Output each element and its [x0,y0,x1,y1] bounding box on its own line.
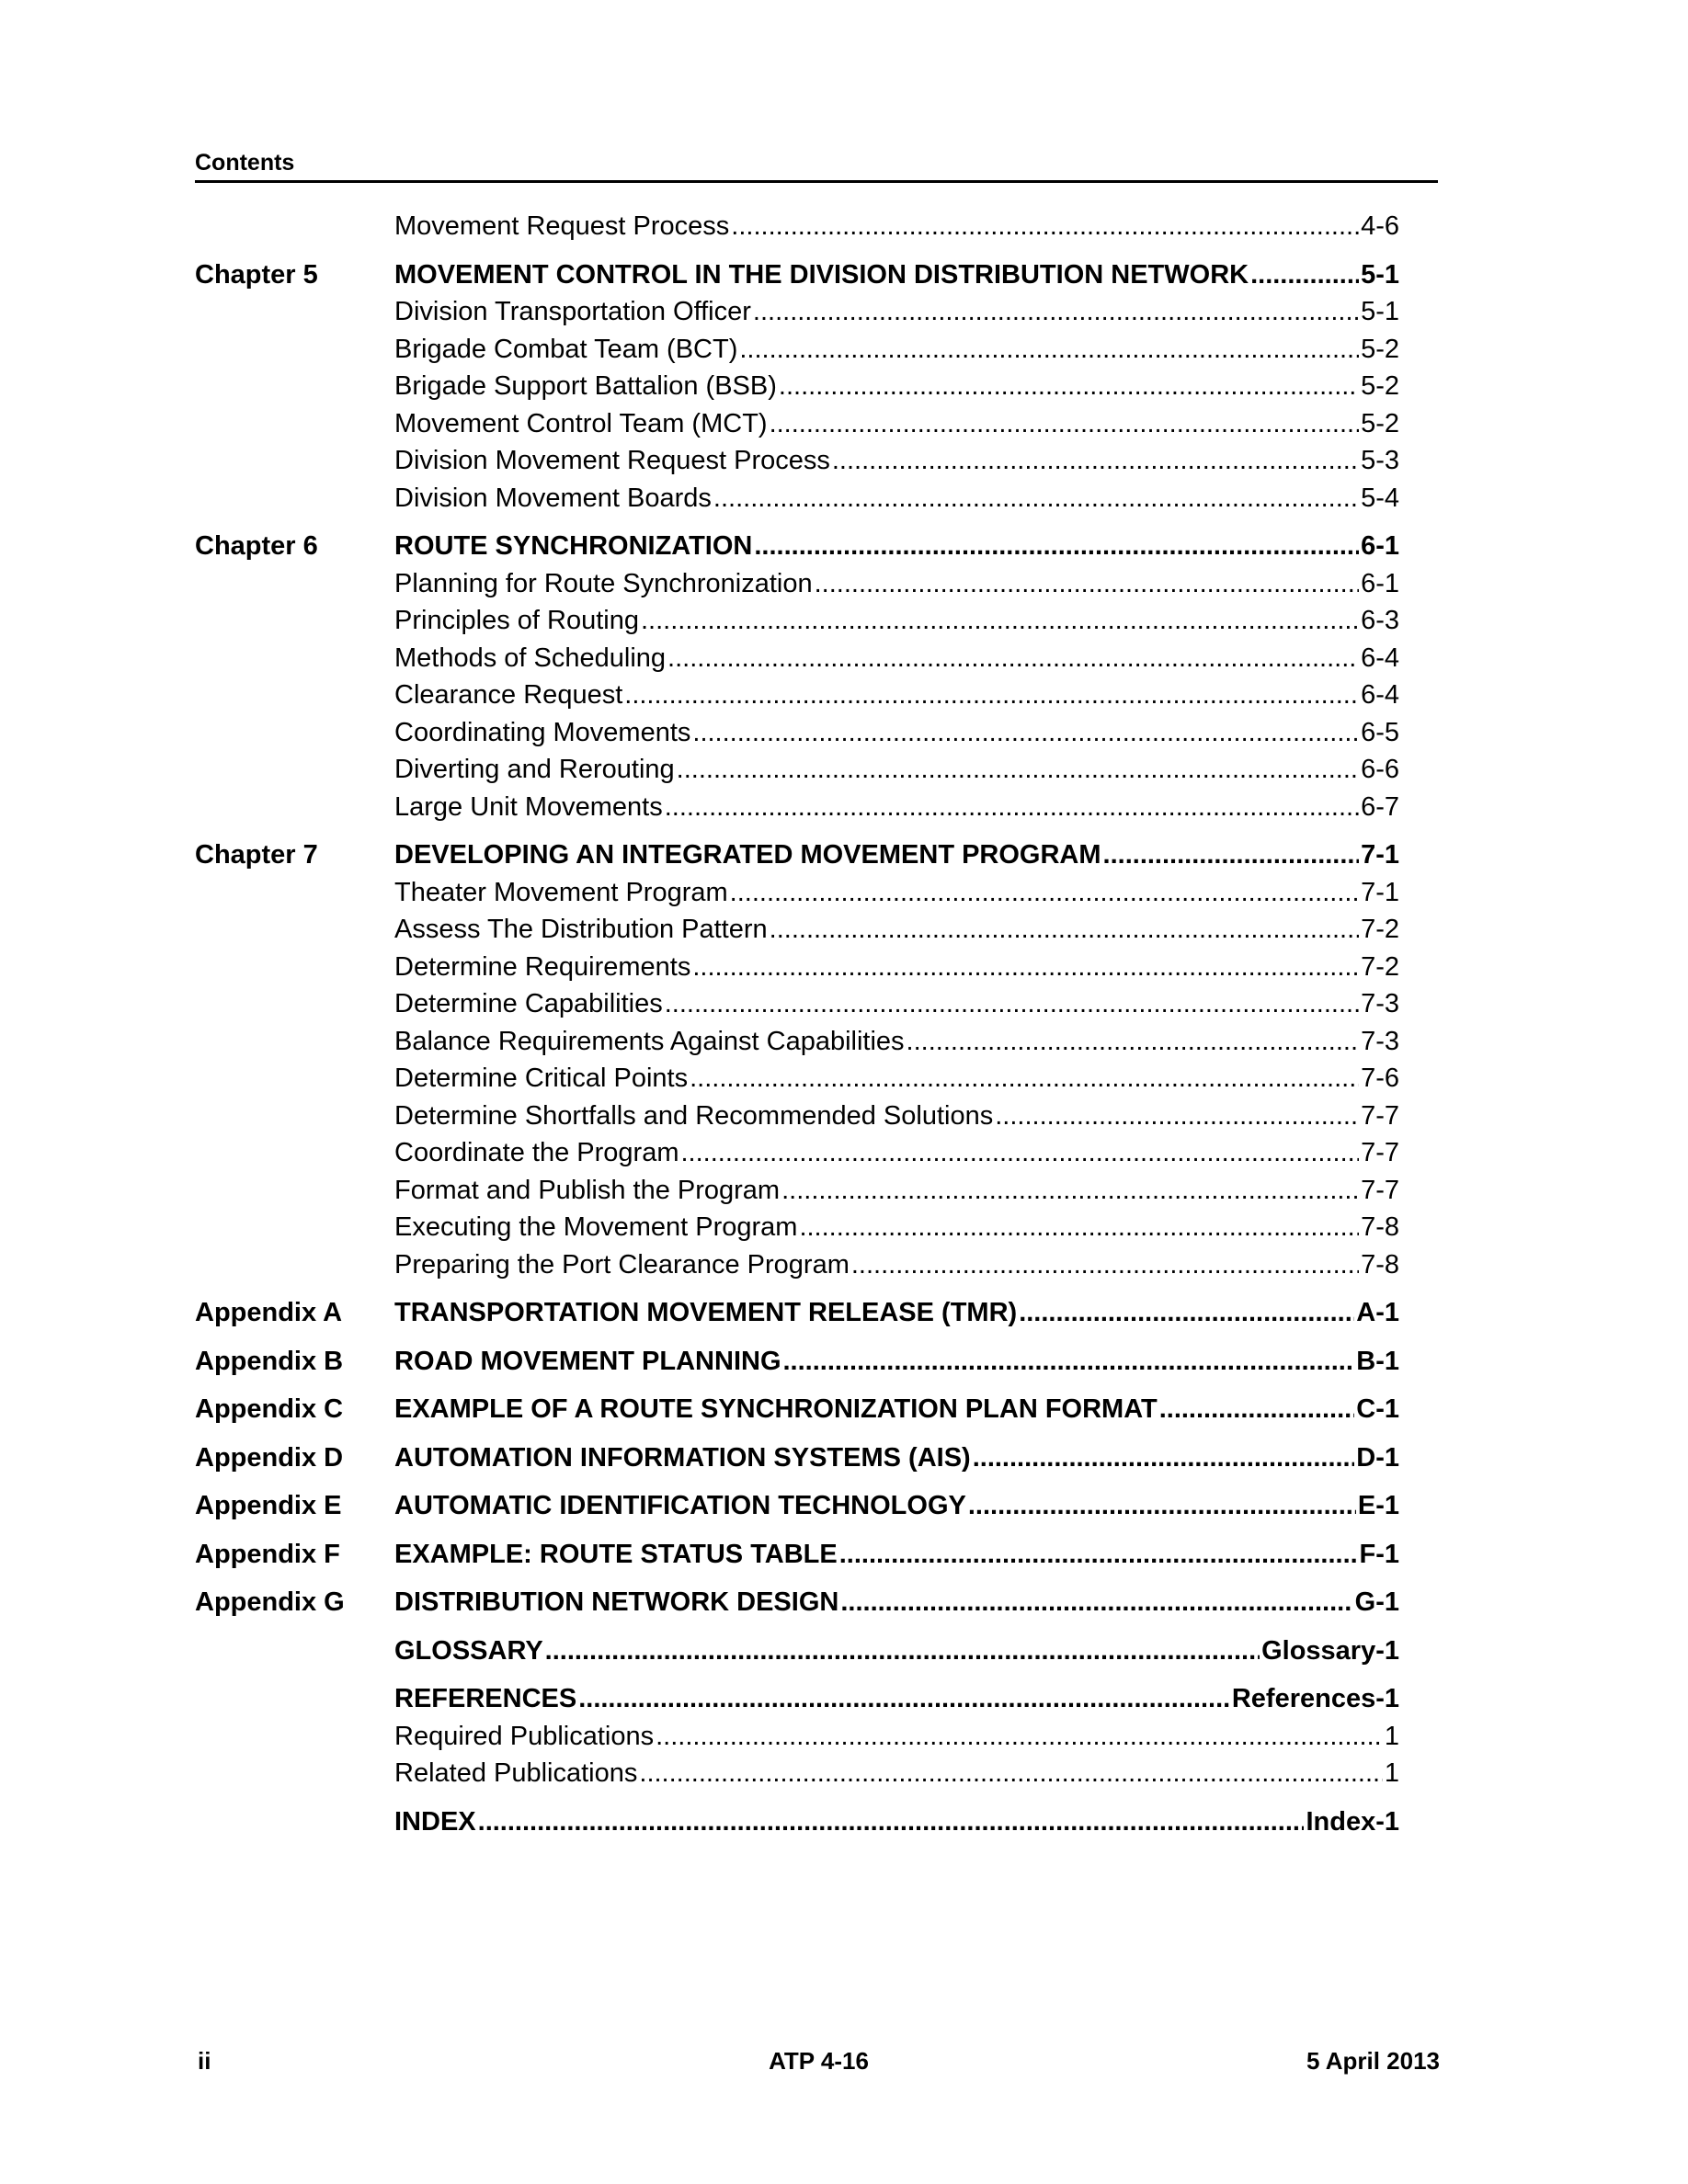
toc-entry-title: Coordinating Movements [394,717,691,747]
toc-heading-entry[interactable] [394,1803,1399,1841]
dot-leader [781,1172,1359,1209]
toc-entry-title: Determine Requirements [394,951,691,982]
toc-entries [394,1536,1399,1574]
dot-leader [681,1134,1360,1171]
toc-entry-page: 6-1 [1361,531,1399,561]
toc-entry-title: DISTRIBUTION NETWORK DESIGN [394,1587,839,1617]
toc-entries [394,1343,1399,1381]
toc-entry-page: 6-4 [1361,680,1399,710]
toc-entry-title: Principles of Routing [394,606,639,635]
toc-entries [394,1680,1399,1792]
toc-entry-page: 1 [1384,1758,1399,1788]
toc-entry[interactable] [394,1209,1399,1246]
toc-entry[interactable] [394,1098,1399,1135]
toc-entry-page: 7-3 [1361,1026,1399,1056]
dot-leader [783,1343,1355,1380]
toc-entry-title: Methods of Scheduling [394,643,667,673]
toc-section [195,1803,1399,1841]
toc-entry-page: 6-5 [1361,717,1399,747]
toc-entry-page: 5-3 [1361,446,1399,475]
toc-entry-page: B-1 [1356,1346,1399,1376]
toc-entry-page: 7-1 [1361,877,1399,907]
toc-entry-title: Planning for Route Synchronization [394,568,813,598]
toc-entry-title: Assess The Distribution Pattern [394,915,768,944]
dot-leader [1159,1391,1355,1428]
toc-entry-page: 7-7 [1361,1138,1399,1167]
toc-entry[interactable] [394,208,1399,245]
toc-entry-page: 4-6 [1361,211,1399,241]
dot-leader [667,640,1359,677]
toc-entry[interactable] [394,1134,1399,1172]
toc-entry-title: DEVELOPING AN INTEGRATED MOVEMENT PROGRAM [394,840,1101,870]
dot-leader [973,1439,1355,1476]
toc-entry[interactable] [394,677,1399,714]
toc-entries [394,1439,1399,1477]
dot-leader [739,331,1359,368]
toc-section [195,208,1399,245]
dot-leader [624,677,1359,713]
toc-entry-page: 7-7 [1361,1175,1399,1205]
toc-section-label: Chapter 6 [195,531,318,561]
toc-entry[interactable] [394,480,1399,518]
toc-section [195,1391,1399,1428]
toc-heading-entry[interactable] [394,1343,1399,1381]
toc-heading-entry[interactable] [394,1536,1399,1574]
dot-leader [639,1755,1382,1792]
toc-section-label: Appendix B [195,1346,344,1376]
page-header [195,147,1438,183]
toc-entry-title: Division Transportation Officer [394,297,751,326]
toc-section-label: Appendix C [195,1394,344,1424]
toc-entry-page: 7-7 [1361,1100,1399,1131]
toc-entry[interactable] [394,640,1399,677]
toc-entry[interactable] [394,751,1399,789]
toc-entry-title: Brigade Support Battalion (BSB) [394,371,777,401]
toc-entry-title: Division Movement Request Process [394,446,830,475]
dot-leader [968,1487,1356,1524]
toc-entries [394,1294,1399,1332]
toc-entry[interactable] [394,985,1399,1023]
toc-entry-page: 7-8 [1361,1212,1399,1242]
toc-entry-title: Preparing the Port Clearance Program [394,1249,850,1280]
toc-entry-title: AUTOMATIC IDENTIFICATION TECHNOLOGY [394,1491,966,1520]
dot-leader [692,714,1359,751]
toc-entry[interactable] [394,1060,1399,1098]
toc-section [195,1680,1399,1792]
dot-leader [832,442,1359,479]
dot-leader [641,602,1359,639]
toc-entry[interactable] [394,1246,1399,1284]
toc-entries [394,1391,1399,1428]
dot-leader [690,1060,1359,1097]
dot-leader [478,1803,1305,1840]
footer-document-id: ATP 4-16 [769,2047,869,2075]
toc-section-label: Chapter 5 [195,259,318,290]
toc-entry-title: EXAMPLE: ROUTE STATUS TABLE [394,1539,838,1569]
toc-entry-page: 7-2 [1361,915,1399,944]
dot-leader [995,1098,1359,1134]
toc-entry-title: Coordinate the Program [394,1138,679,1167]
toc-entry[interactable] [394,949,1399,986]
toc-entry-title: Movement Control Team (MCT) [394,408,768,438]
dot-leader [799,1209,1359,1246]
toc-entry-page: 5-2 [1361,408,1399,438]
dot-leader [692,949,1359,985]
toc-heading-entry[interactable] [394,1487,1399,1525]
toc-entry-title: Determine Critical Points [394,1064,689,1093]
toc-entry[interactable] [394,1023,1399,1061]
toc-entry[interactable] [394,1755,1399,1792]
toc-entry-title: Determine Capabilities [394,989,663,1018]
toc-entry-page: 6-3 [1361,606,1399,635]
toc-entry-page: 5-1 [1361,259,1399,290]
toc-entry[interactable] [394,368,1399,405]
footer-date: 5 April 2013 [1306,2047,1440,2075]
toc-entry-title: INDEX [394,1806,476,1837]
toc-entry-title: MOVEMENT CONTROL IN THE DIVISION DISTRIBUTION NETWORK [394,259,1249,290]
toc-entries [394,208,1399,245]
toc-entry-page: 6-4 [1361,643,1399,673]
toc-section [195,1487,1399,1525]
dot-leader [779,368,1359,404]
header-title: Contents [195,150,295,176]
toc-entry-title: Balance Requirements Against Capabilities [394,1026,905,1056]
table-of-contents [195,208,1399,1840]
toc-entry-page: E-1 [1357,1491,1399,1520]
toc-section [195,836,1399,1283]
dot-leader [545,1632,1260,1669]
dot-leader [677,751,1359,788]
toc-section-label: Appendix G [195,1587,345,1617]
toc-entry-page: C-1 [1356,1394,1399,1424]
toc-entry[interactable] [394,602,1399,640]
toc-entry-title: GLOSSARY [394,1635,543,1666]
toc-entries [394,1803,1399,1841]
toc-section [195,1536,1399,1574]
dot-leader [1250,256,1359,293]
toc-section [195,1584,1399,1621]
toc-entry-title: Theater Movement Program [394,877,728,907]
toc-entry-page: F-1 [1359,1539,1399,1569]
toc-entries [394,256,1399,518]
toc-section [195,256,1399,518]
toc-entry-title: Diverting and Rerouting [394,755,675,784]
toc-entry[interactable] [394,911,1399,949]
toc-entry-page: 7-3 [1361,989,1399,1018]
dot-leader [770,911,1359,948]
toc-entry-title: Format and Publish the Program [394,1175,781,1205]
toc-entry-page: 7-1 [1361,840,1399,870]
toc-entries [394,1632,1399,1670]
toc-entry-page: 6-7 [1361,791,1399,822]
toc-entries [394,528,1399,825]
toc-entry[interactable] [394,331,1399,369]
toc-entries [394,1584,1399,1621]
toc-entry-title: Required Publications [394,1721,655,1751]
toc-heading-entry[interactable] [394,256,1399,294]
dot-leader [754,528,1359,564]
toc-section-label: Appendix A [195,1298,343,1327]
dot-leader [839,1536,1358,1573]
toc-entry-page: References-1 [1231,1684,1399,1713]
toc-section [195,1343,1399,1381]
toc-heading-entry[interactable] [394,1584,1399,1621]
toc-entry-page: 5-2 [1361,371,1399,401]
toc-entry-page: D-1 [1356,1442,1399,1473]
toc-entry-title: Large Unit Movements [394,791,663,822]
toc-entry-title: Movement Request Process [394,211,730,241]
toc-entries [394,836,1399,1283]
toc-entry-title: Executing the Movement Program [394,1212,798,1242]
dot-leader [731,208,1359,245]
toc-entries [394,1487,1399,1525]
toc-entry-page: Glossary-1 [1261,1635,1399,1666]
toc-entry-page: A-1 [1356,1298,1399,1327]
toc-entry-title: Determine Shortfalls and Recommended Solutions [394,1100,994,1131]
toc-section [195,1439,1399,1477]
dot-leader [815,565,1359,602]
toc-section [195,1294,1399,1332]
toc-heading-entry[interactable] [394,1632,1399,1670]
toc-entry-title: REFERENCES [394,1684,577,1713]
toc-entry-page: 1 [1384,1721,1399,1751]
toc-section-label: Appendix D [195,1442,344,1473]
toc-entry-page: G-1 [1354,1587,1399,1617]
toc-entry-page: 7-2 [1361,951,1399,982]
toc-entry-title: ROAD MOVEMENT PLANNING [394,1346,781,1376]
toc-entry[interactable] [394,789,1399,826]
toc-heading-entry[interactable] [394,1439,1399,1477]
toc-entry[interactable] [394,874,1399,912]
toc-entry[interactable] [394,405,1399,443]
toc-entry-page: 6-6 [1361,755,1399,784]
toc-section-label: Chapter 7 [195,840,318,870]
toc-entry-page: 5-2 [1361,334,1399,364]
toc-entry[interactable] [394,1172,1399,1210]
toc-heading-entry[interactable] [394,836,1399,874]
toc-entry-title: Related Publications [394,1758,638,1788]
dot-leader [578,1680,1230,1717]
dot-leader [840,1584,1352,1621]
toc-entry[interactable] [394,1718,1399,1756]
toc-heading-entry[interactable] [394,528,1399,565]
toc-heading-entry[interactable] [394,1680,1399,1718]
toc-entry-page: 7-8 [1361,1249,1399,1280]
dot-leader [656,1718,1383,1755]
toc-heading-entry[interactable] [394,1294,1399,1332]
toc-section [195,1632,1399,1670]
toc-entry-page: 5-1 [1361,297,1399,326]
dot-leader [713,480,1359,517]
toc-entry-title: TRANSPORTATION MOVEMENT RELEASE (TMR) [394,1298,1018,1327]
toc-entry[interactable] [394,714,1399,752]
toc-entry-page: 7-6 [1361,1064,1399,1093]
dot-leader [730,874,1359,911]
dot-leader [753,293,1359,330]
toc-entry[interactable] [394,293,1399,331]
toc-entry-title: AUTOMATION INFORMATION SYSTEMS (AIS) [394,1442,971,1473]
toc-entry-page: 6-1 [1361,568,1399,598]
dot-leader [665,985,1359,1022]
footer-page-number: ii [198,2047,211,2075]
dot-leader [851,1246,1359,1283]
toc-entry-title: Brigade Combat Team (BCT) [394,334,738,364]
toc-entry[interactable] [394,565,1399,603]
toc-entry-title: Clearance Request [394,680,623,710]
toc-entry-page: 5-4 [1361,483,1399,513]
toc-entry[interactable] [394,442,1399,480]
dot-leader [907,1023,1360,1060]
toc-section [195,528,1399,825]
dot-leader [665,789,1359,825]
dot-leader [770,405,1360,442]
toc-heading-entry[interactable] [394,1391,1399,1428]
toc-section-label: Appendix F [195,1539,340,1569]
toc-entry-title: EXAMPLE OF A ROUTE SYNCHRONIZATION PLAN FORMAT [394,1394,1158,1424]
toc-section-label: Appendix E [195,1491,342,1520]
toc-entry-title: Division Movement Boards [394,483,712,513]
toc-entry-page: Index-1 [1306,1806,1399,1837]
dot-leader [1103,836,1360,873]
toc-entry-title: ROUTE SYNCHRONIZATION [394,531,753,561]
dot-leader [1019,1294,1354,1331]
